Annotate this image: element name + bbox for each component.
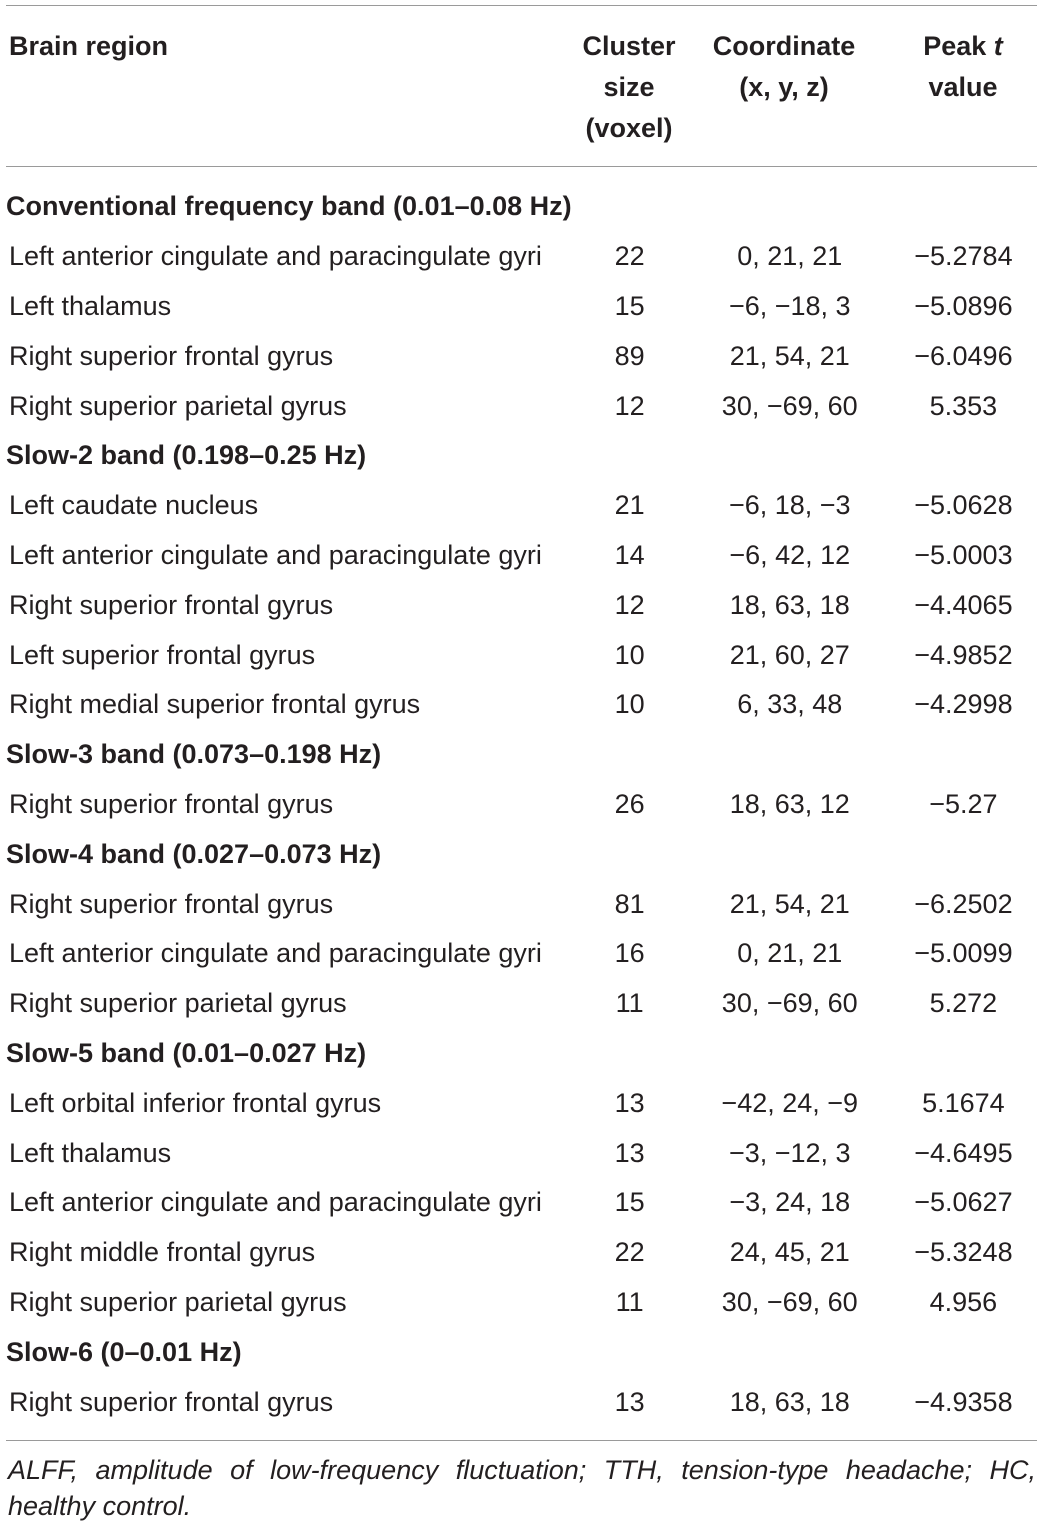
peak-t-cell: −4.2998	[914, 689, 1013, 720]
coordinate-cell: 24, 45, 21	[729, 1237, 850, 1268]
cluster-size-cell: 81	[614, 888, 645, 919]
section-title: Slow-2 band (0.198–0.25 Hz)	[6, 440, 367, 471]
coordinate-cell: 0, 21, 21	[737, 241, 843, 272]
coordinate-cell: −6, −18, 3	[728, 290, 851, 321]
table-row	[0, 879, 1043, 929]
table-row	[0, 1228, 1043, 1278]
peak-t-cell: 5.272	[929, 988, 998, 1019]
section-title: Slow-5 band (0.01–0.027 Hz)	[6, 1037, 367, 1068]
coordinate-cell: 30, −69, 60	[721, 1286, 858, 1317]
region-cell: Right superior parietal gyrus	[9, 988, 347, 1019]
table-row	[0, 1128, 1043, 1178]
region-cell: Left anterior cingulate and paracingulate gyri	[9, 1187, 542, 1218]
section-row	[0, 1327, 1043, 1377]
region-cell: Left orbital inferior frontal gyrus	[9, 1087, 382, 1118]
peak-t-cell: −5.27	[929, 788, 998, 819]
region-cell: Right superior frontal gyrus	[9, 788, 334, 819]
table-row	[0, 331, 1043, 381]
table-row	[0, 1078, 1043, 1128]
peak-t-cell: −6.2502	[914, 888, 1013, 919]
peak-t-cell: −4.9852	[914, 639, 1013, 670]
region-cell: Right superior frontal gyrus	[9, 888, 334, 919]
coordinate-cell: −42, 24, −9	[721, 1087, 859, 1118]
coordinate-cell: 0, 21, 21	[737, 938, 843, 969]
table-row	[0, 929, 1043, 979]
header-rule	[6, 166, 1037, 167]
region-cell: Right middle frontal gyrus	[9, 1237, 316, 1268]
section-title: Slow-3 band (0.073–0.198 Hz)	[6, 739, 382, 770]
section-row	[0, 431, 1043, 481]
coordinate-cell: 18, 63, 18	[729, 1386, 850, 1417]
cluster-size-cell: 14	[614, 539, 645, 570]
coordinate-cell: 21, 60, 27	[729, 639, 850, 670]
table-row	[0, 630, 1043, 680]
cluster-size-cell: 21	[614, 490, 645, 521]
peak-t-cell: −5.0628	[914, 490, 1013, 521]
region-cell: Left caudate nucleus	[9, 490, 259, 521]
cluster-size-cell: 26	[614, 788, 645, 819]
region-cell: Left superior frontal gyrus	[9, 639, 316, 670]
cluster-size-cell: 16	[614, 938, 645, 969]
header-peak-t: Peak t value	[888, 26, 1038, 108]
region-cell: Right superior frontal gyrus	[9, 589, 334, 620]
header-coordinate: Coordinate (x, y, z)	[712, 31, 856, 102]
region-cell: Left thalamus	[9, 1137, 172, 1168]
section-row	[0, 1029, 1043, 1079]
peak-t-cell: 4.956	[929, 1286, 998, 1317]
peak-t-cell: −4.9358	[914, 1386, 1013, 1417]
region-cell: Left thalamus	[9, 290, 172, 321]
table-row	[0, 481, 1043, 531]
coordinate-cell: −3, −12, 3	[728, 1137, 851, 1168]
data-table	[0, 182, 1043, 1427]
region-cell: Left anterior cingulate and paracingulate gyri	[9, 539, 542, 570]
coordinate-cell: 30, −69, 60	[721, 988, 858, 1019]
peak-t-cell: −6.0496	[914, 340, 1013, 371]
region-cell: Right superior frontal gyrus	[9, 1386, 334, 1417]
region-cell: Right superior parietal gyrus	[9, 390, 347, 421]
table-row	[0, 1278, 1043, 1328]
section-row	[0, 829, 1043, 879]
table-row	[0, 1178, 1043, 1228]
header-peak-t-label: Peak t	[923, 31, 1003, 61]
peak-t-cell: −5.3248	[914, 1237, 1013, 1268]
table-row	[0, 580, 1043, 630]
section-title: Slow-6 (0–0.01 Hz)	[6, 1336, 242, 1367]
table-row	[0, 282, 1043, 332]
coordinate-cell: 21, 54, 21	[729, 888, 850, 919]
table-row	[0, 680, 1043, 730]
table-row	[0, 979, 1043, 1029]
region-cell: Right medial superior frontal gyrus	[9, 689, 421, 720]
cluster-size-cell: 13	[614, 1386, 645, 1417]
peak-t-cell: −5.0099	[914, 938, 1013, 969]
cluster-size-cell: 22	[614, 241, 645, 272]
coordinate-cell: −6, 18, −3	[728, 490, 851, 521]
table-row	[0, 780, 1043, 830]
cluster-size-cell: 15	[614, 1187, 645, 1218]
peak-t-cell: −5.2784	[914, 241, 1013, 272]
header-brain-region: Brain region	[9, 31, 169, 61]
cluster-size-cell: 89	[614, 340, 645, 371]
coordinate-cell: 6, 33, 48	[737, 689, 843, 720]
coordinate-cell: −3, 24, 18	[729, 1187, 851, 1218]
region-cell: Left anterior cingulate and paracingulate gyri	[9, 938, 542, 969]
section-row	[0, 730, 1043, 780]
section-title: Conventional frequency band (0.01–0.08 Hz)	[6, 191, 572, 222]
region-cell: Left anterior cingulate and paracingulate gyri	[9, 241, 542, 272]
cluster-size-cell: 13	[614, 1137, 645, 1168]
region-cell: Right superior parietal gyrus	[9, 1286, 347, 1317]
header-cluster-size: Cluster size (voxel)	[582, 31, 676, 143]
table-row	[0, 1377, 1043, 1427]
cluster-size-cell: 15	[614, 290, 645, 321]
cluster-size-cell: 13	[614, 1087, 645, 1118]
coordinate-cell: 30, −69, 60	[721, 390, 858, 421]
table-footnote: ALFF, amplitude of low-frequency fluctuation; TTH, tension-type headache; HC, healthy control.	[8, 1455, 1036, 1521]
coordinate-cell: 18, 63, 12	[729, 788, 850, 819]
table-row	[0, 232, 1043, 282]
cluster-size-cell: 10	[614, 689, 645, 720]
coordinate-cell: −6, 42, 12	[729, 539, 851, 570]
section-row	[0, 182, 1043, 232]
peak-t-cell: −5.0003	[914, 539, 1013, 570]
coordinate-cell: 18, 63, 18	[729, 589, 850, 620]
peak-t-cell: 5.353	[929, 390, 998, 421]
cluster-size-cell: 11	[615, 988, 644, 1019]
top-rule	[6, 5, 1037, 6]
cluster-size-cell: 10	[614, 639, 645, 670]
coordinate-cell: 21, 54, 21	[729, 340, 850, 371]
cluster-size-cell: 22	[614, 1237, 645, 1268]
peak-t-cell: −4.6495	[914, 1137, 1013, 1168]
cluster-size-cell: 11	[615, 1286, 644, 1317]
section-title: Slow-4 band (0.027–0.073 Hz)	[6, 838, 382, 869]
peak-t-cell: −5.0896	[914, 290, 1013, 321]
peak-t-cell: 5.1674	[922, 1087, 1005, 1118]
region-cell: Right superior frontal gyrus	[9, 340, 334, 371]
table-row	[0, 531, 1043, 581]
peak-t-cell: −5.0627	[914, 1187, 1013, 1218]
peak-t-cell: −4.4065	[914, 589, 1013, 620]
table-row	[0, 381, 1043, 431]
cluster-size-cell: 12	[614, 589, 645, 620]
bottom-rule	[6, 1440, 1037, 1441]
cluster-size-cell: 12	[614, 390, 645, 421]
